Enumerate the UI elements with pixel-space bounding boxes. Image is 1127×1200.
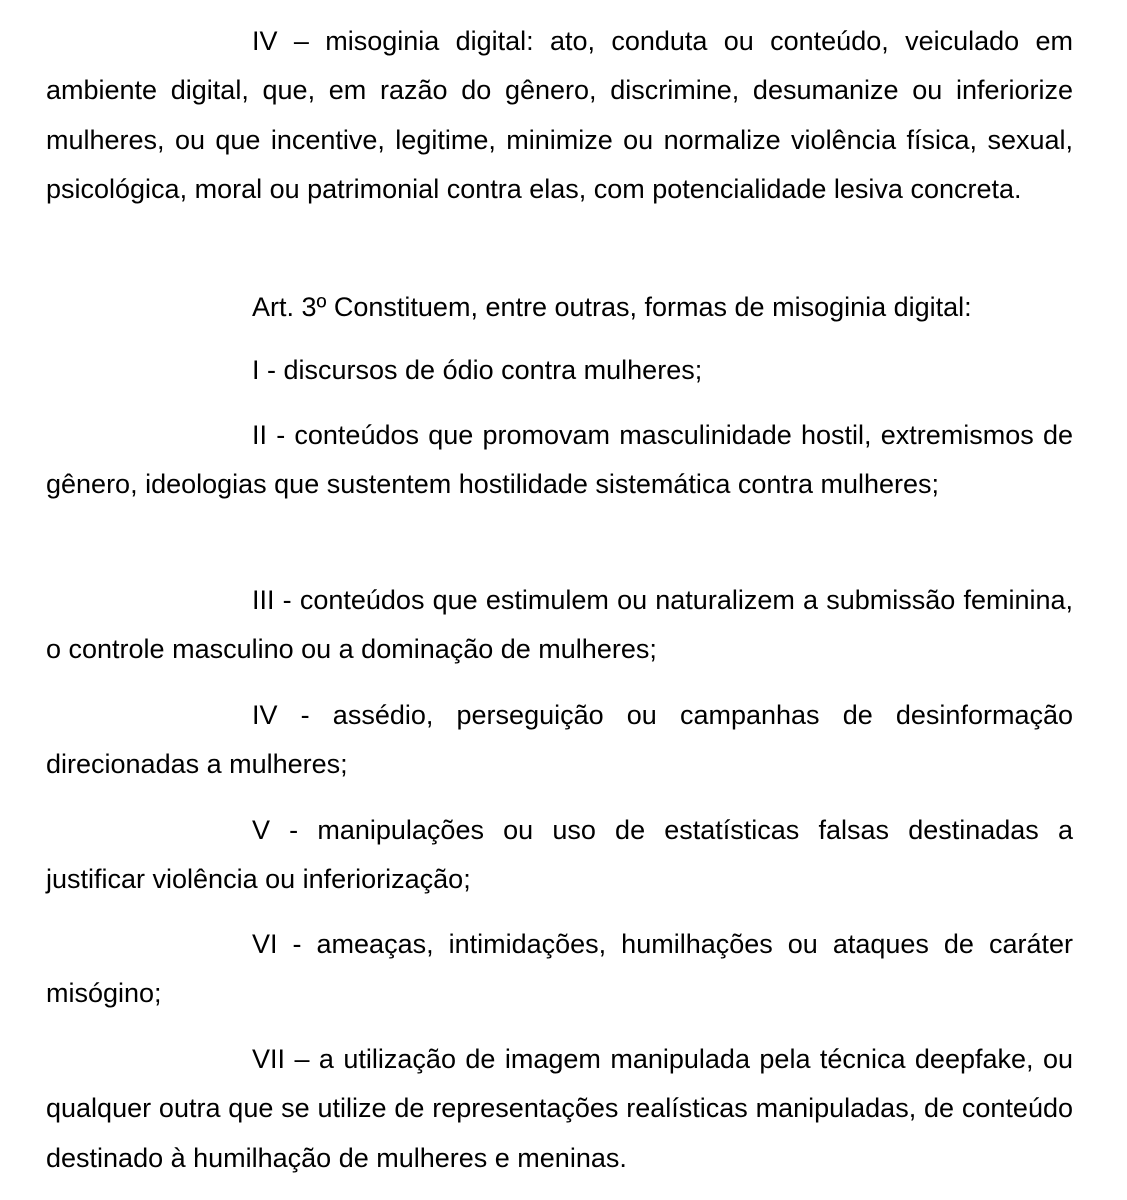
paragraph-item-vii: VII – a utilização de imagem manipulada pela técnica deepfake, ou qualquer outra que se utilize de representações realísticas manipuladas, de conteúdo destinado à humilhação de mulheres e meninas. bbox=[46, 1044, 1073, 1173]
paragraph-iv-definition: IV – misoginia digital: ato, conduta ou conteúdo, veiculado em ambiente digital, que, em razão do gênero, discrimine, desumanize ou inferiorize mulheres, ou que incentive, legitime, minimize ou normalize violência física, sexual, psicológica, moral ou patrimonial contra elas, com potencialidade lesiva concreta. bbox=[46, 26, 1073, 204]
paragraph-art-3-heading: Art. 3º Constituem, entre outras, formas de misoginia digital: bbox=[252, 292, 972, 322]
paragraph-item-iii: III - conteúdos que estimulem ou naturalizem a submissão feminina, o controle masculino ou a dominação de mulheres; bbox=[46, 585, 1073, 665]
paragraph-item-i: I - discursos de ódio contra mulheres; bbox=[252, 355, 703, 385]
paragraph-item-ii: II - conteúdos que promovam masculinidade hostil, extremismos de gênero, ideologias que sustentem hostilidade sistemática contra mulheres; bbox=[46, 420, 1073, 500]
paragraph-item-vi: VI - ameaças, intimidações, humilhações ou ataques de caráter misógino; bbox=[46, 929, 1073, 1009]
paragraph-item-v: V - manipulações ou uso de estatísticas falsas destinadas a justificar violência ou inferiorização; bbox=[46, 815, 1073, 895]
paragraph-item-iv: IV - assédio, perseguição ou campanhas de desinformação direcionadas a mulheres; bbox=[46, 700, 1073, 780]
